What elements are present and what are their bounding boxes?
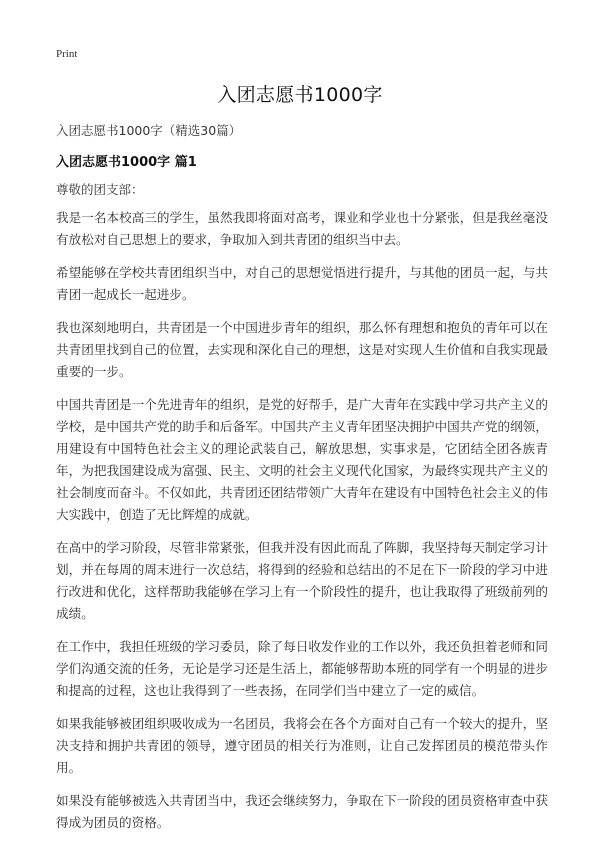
document-title: 入团志愿书1000字	[217, 84, 383, 106]
paragraph: 在工作中，我担任班级的学习委员，除了每日收发作业的工作以外，我还负担着老师和同学们沟通交流的任务，无论是学习还是生活上，都能够帮助本班的同学有一个明显的进步和提高的过程，这也让我得到了一些表扬，在同学们当中建立了一定的威信。	[56, 639, 548, 698]
paragraph: 在高中的学习阶段，尽管非常紧张，但我并没有因此而乱了阵脚，我坚持每天制定学习计划，并在每周的周末进行一次总结，将得到的经验和总结出的不足在下一阶段的学习中进行改进和优化，这样帮助我能够在学习上有一个阶段性的提升，也让我取得了班级前列的成绩。	[56, 540, 548, 621]
paragraph: 中国共青团是一个先进青年的组织，是党的好帮手，是广大青年在实践中学习共产主义的学校，是中国共产党的助手和后备军。中国共产主义青年团坚决拥护中国共产党的纲领，用建设有中国特色社会主义的理论武装自己，解放思想，实事求是，它团结全团各族青年，为把我国建设成为富强、民主、文明的社会主义现代化国家，为最终实现共产主义的社会制度而奋斗。不仅如此，共青团还团结带领广大青年在建设有中国特色社会主义的伟大实践中，创造了无比辉煌的成就。	[56, 397, 548, 522]
print-label: Print	[56, 48, 78, 60]
greeting-line: 尊敬的团支部：	[56, 182, 144, 197]
paragraph: 我是一名本校高三的学生，虽然我即将面对高考，课业和学业也十分紧张，但是我丝毫没有放松对自己思想上的要求，争取加入到共青团的组织当中去。	[56, 210, 548, 247]
paragraph: 我也深刻地明白，共青团是一个中国进步青年的组织，那么怀有理想和抱负的青年可以在共青团里找到自己的位置，去实现和深化自己的理想，这是对实现人生价值和自我实现最重要的一步。	[56, 320, 548, 379]
body-text	[56, 207, 548, 845]
paragraph: 如果我能够被团组织吸收成为一名团员，我将会在各个方面对自己有一个较大的提升，坚决支持和拥护共青团的领导，遵守团员的相关行为准则，让自己发挥团员的模范带头作用。	[56, 716, 548, 775]
paragraph: 如果没有能够被选入共青团当中，我还会继续努力，争取在下一阶段的团员资格审查中获得成为团员的资格。	[56, 793, 548, 830]
document-subtitle: 入团志愿书1000字（精选30篇）	[56, 123, 242, 138]
section-heading: 入团志愿书1000字 篇1	[56, 155, 197, 170]
paragraph: 希望能够在学校共青团组织当中，对自己的思想觉悟进行提升，与其他的团员一起，与共青团一起成长一起进步。	[56, 265, 548, 302]
